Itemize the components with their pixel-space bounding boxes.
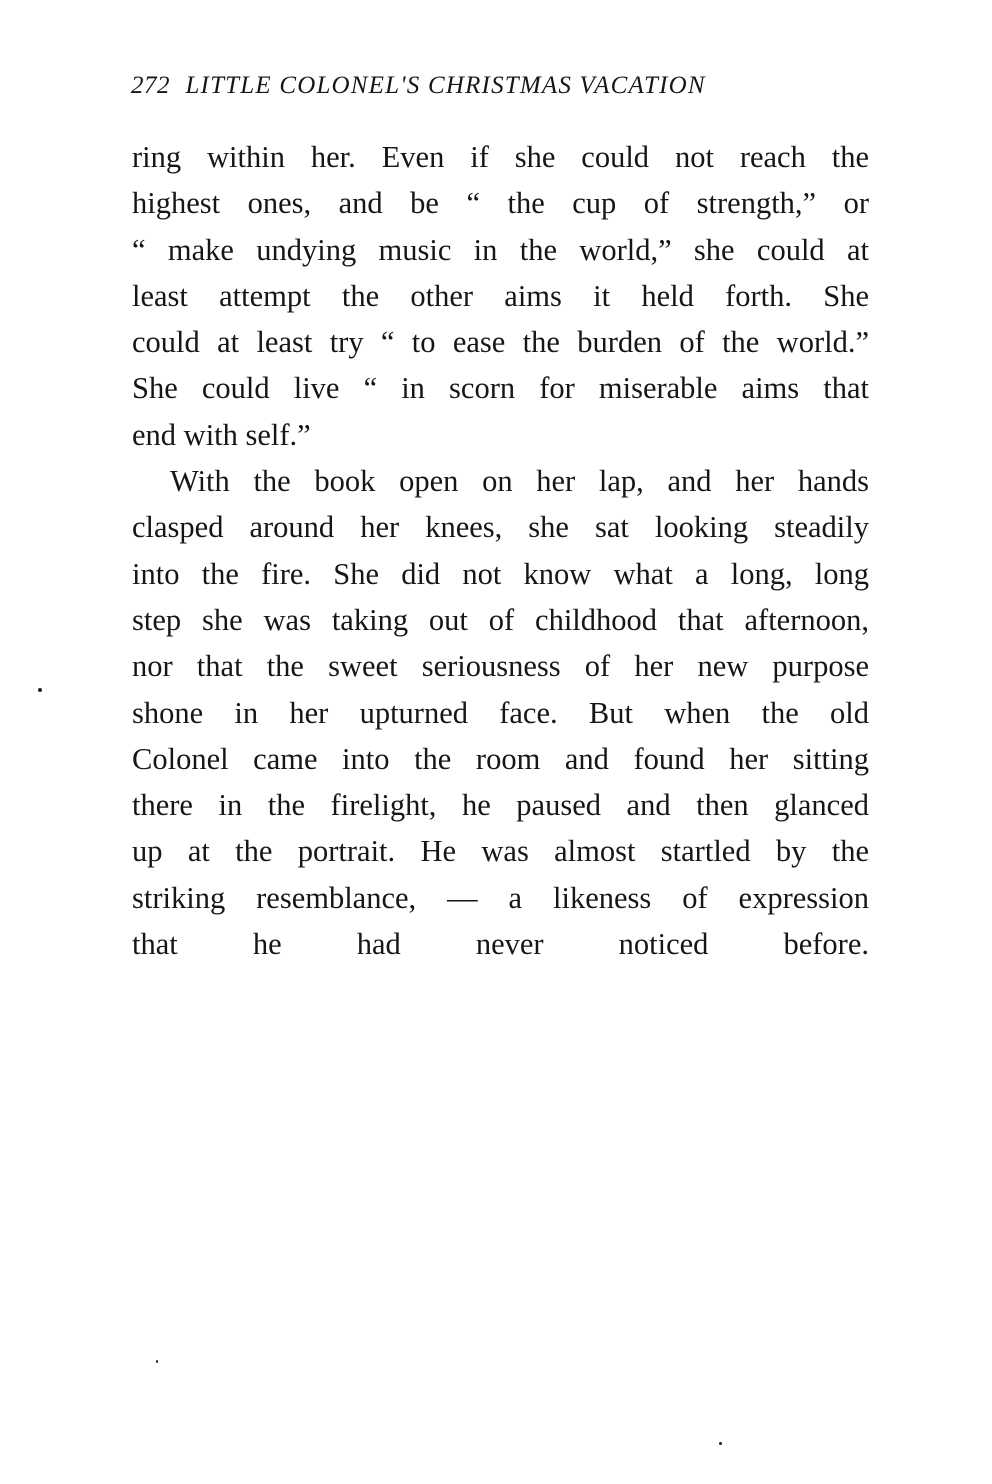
text-line: end with self.”	[132, 417, 311, 452]
running-head	[131, 66, 851, 106]
text-line: there in the firelight, he paused and then glanced	[132, 788, 869, 823]
paragraph	[132, 458, 869, 1014]
text-line	[132, 967, 869, 1013]
text-line: She could live “ in scorn for miserable aims that	[132, 371, 869, 406]
text-line: could at least try “ to ease the burden of the world.”	[132, 325, 869, 360]
scan-speck	[719, 1442, 722, 1445]
text-line: least attempt the other aims it held forth. She	[132, 278, 869, 313]
page-number: 272	[131, 72, 170, 99]
scan-speck	[156, 1360, 158, 1363]
text-line: up at the portrait. He was almost startled by the	[132, 834, 869, 869]
text-line: nor that the sweet seriousness of her new purpose	[132, 649, 869, 684]
running-title: LITTLE COLONEL'S CHRISTMAS VACATION	[185, 72, 706, 99]
text-line: “ make undying music in the world,” she could at	[132, 232, 869, 267]
text-line: shone in her upturned face. But when the old	[132, 695, 869, 730]
text-line: step she was taking out of childhood that afternoon,	[132, 602, 869, 637]
text-line: ring within her. Even if she could not reach the	[132, 140, 869, 174]
text-line: into the fire. She did not know what a long, long	[132, 556, 869, 591]
body-text	[132, 134, 869, 1014]
text-line: clasped around her knees, she sat looking steadily	[132, 510, 869, 545]
text-line: With the book open on her lap, and her hands	[170, 464, 869, 499]
text-line: striking resemblance, — a likeness of expression	[132, 880, 869, 915]
text-line: that he had never noticed before.	[132, 927, 869, 962]
text-line: Colonel came into the room and found her sitting	[132, 741, 869, 776]
paragraph	[132, 134, 869, 458]
scan-speck	[38, 688, 42, 692]
text-line: highest ones, and be “ the cup of strength,” or	[132, 186, 869, 221]
